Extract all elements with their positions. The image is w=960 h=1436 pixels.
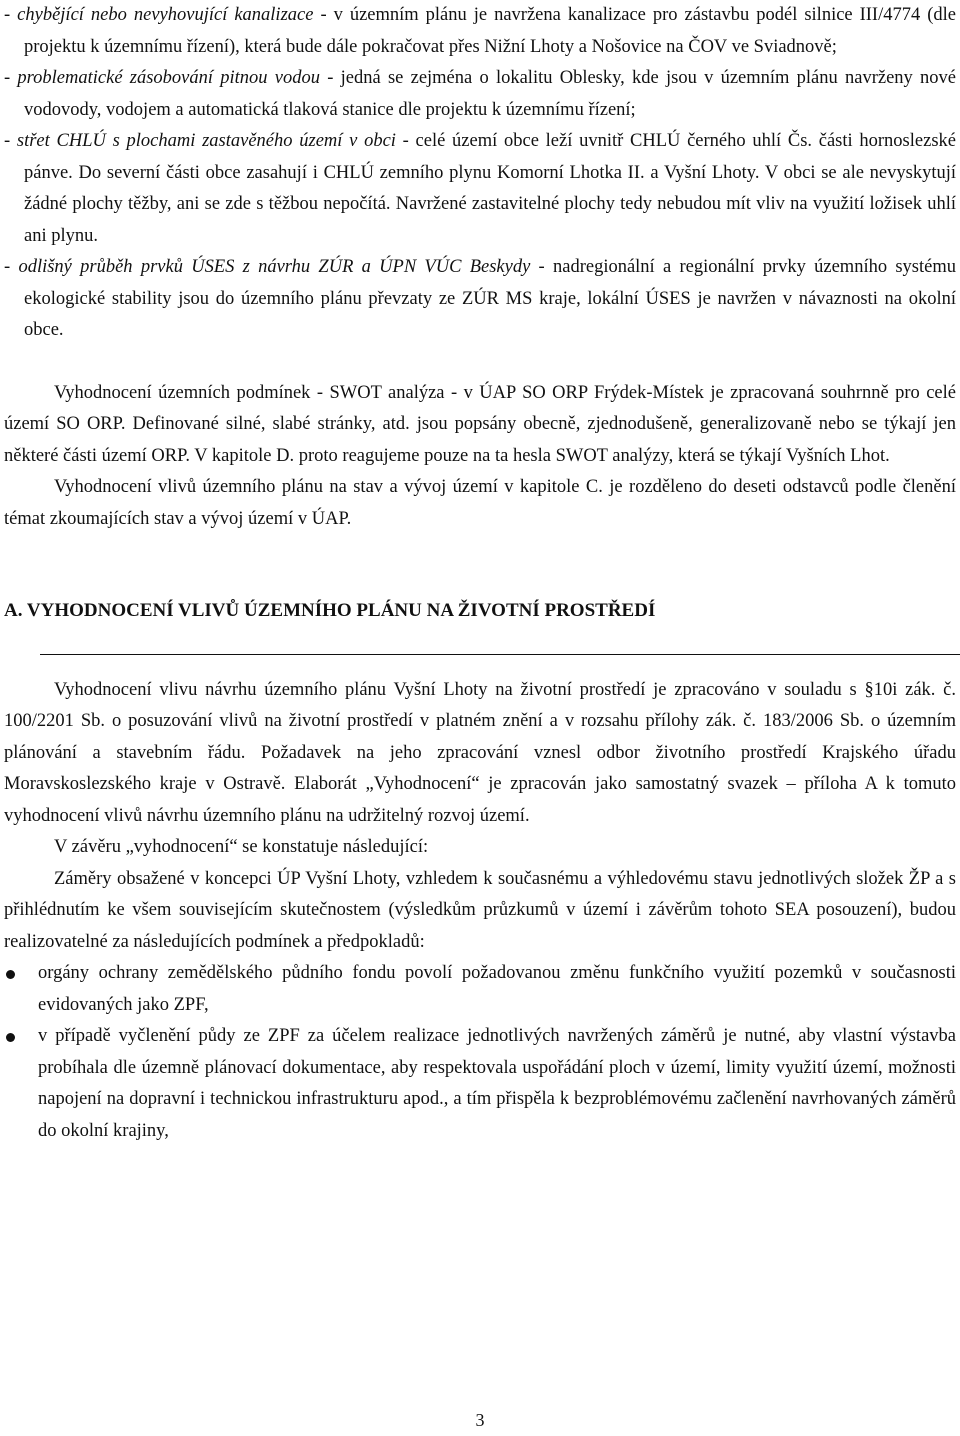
spacer xyxy=(4,347,956,378)
list-item-text: v případě vyčlenění půdy ze ZPF za účelem realizace jednotlivých navržených záměrů je nutné, aby vlastní výstavba probíhala dle územně plánovací dokumentace, aby respektovala uspořádání ploch v území, limity využití území, možnosti napojení na dopravní i technickou infrastrukturu apod., a tím přispěla k bezproblémovému začlenění navrhovaných záměrů do okolní krajiny, xyxy=(38,1026,956,1141)
item-dash: - xyxy=(4,68,18,88)
page-number: 3 xyxy=(475,1410,485,1430)
problem-label: problematické zásobování pitnou vodou xyxy=(17,68,321,88)
item-dash: - xyxy=(4,5,18,25)
problem-text: - v územním plánu je navržena kanalizace pro zástavbu podél silnice III/4774 (dle projektu k územnímu řízení), která bude dále pokračovat přes Nižní Lhoty a Nošovice na ČOV ve Sviadnově; xyxy=(24,5,956,57)
item-dash: - xyxy=(4,257,19,277)
problem-item xyxy=(4,126,956,252)
swot-paragraph: Vyhodnocení vlivů územního plánu na stav a vývoj území v kapitole C. je rozděleno do deseti odstavců podle členění témat zkoumajících stav a vývoj území v ÚAP. xyxy=(4,477,956,529)
problem-label: chybějící nebo nevyhovující kanalizace xyxy=(17,5,314,25)
problem-item xyxy=(4,63,956,126)
conditions-list xyxy=(4,958,956,1147)
problems-list xyxy=(4,0,956,347)
problem-text: - nadregionální a regionální prvky územního systému ekologické stability jsou do územního plánu převzaty ze ZÚR MS kraje, lokální ÚSES je navržen v návaznosti na okolní obce. xyxy=(24,257,956,340)
list-item-text: orgány ochrany zemědělského půdního fondu povolí požadovanou změnu funkčního využití pozemků v současnosti evidovaných jako ZPF, xyxy=(38,963,956,1015)
problem-text: - celé území obce leží uvnitř CHLÚ černého uhlí Čs. části hornoslezské pánve. Do severní části obce zasahují i CHLÚ zemního plynu Komorní Lhotka II. a Vyšní Lhoty. V obci se ale nevyskytují žádné plochy těžby, ani se zde s těžbou nepočítá. Navržené zastavitelné plochy tedy nebudou mít vliv na využití ložisek uhlí ani plynu. xyxy=(24,131,956,246)
spacer xyxy=(4,655,956,675)
section-paragraph: V závěru „vyhodnocení“ se konstatuje následující: xyxy=(54,837,429,857)
section-paragraph: Vyhodnocení vlivu návrhu územního plánu Vyšní Lhoty na životní prostředí je zpracováno v souladu s §10i zák. č. 100/2201 Sb. o posuzování vlivů na životní prostředí v platném znění a v rozsahu přílohy zák. č. 183/2006 Sb. o územním plánování a stavebním řádu. Požadavek na jeho zpracování vznesl odbor životního prostředí Krajského úřadu Moravskoslezského kraje v Ostravě. Elaborát „Vyhodnocení“ je zpracován jako samostatný svazek – příloha A k tomuto vyhodnocení vlivů návrhu územního plánu na udržitelný rozvoj území. xyxy=(4,679,956,826)
list-item xyxy=(4,1021,956,1147)
section-heading: A. VYHODNOCENÍ VLIVŮ ÚZEMNÍHO PLÁNU NA ŽIVOTNÍ PROSTŘEDÍ xyxy=(4,600,656,621)
problem-label: střet CHLÚ s plochami zastavěného území v obci xyxy=(16,131,396,151)
problem-text: - jedná se zejména o lokalitu Oblesky, kde jsou v územním plánu navrženy nové vodovody, vodojem a automatická tlaková stanice dle projektu k územnímu řízení; xyxy=(24,68,956,120)
list-item xyxy=(4,958,956,1021)
bullet-icon xyxy=(6,1033,15,1042)
section-paragraph: Záměry obsažené v koncepci ÚP Vyšní Lhoty, vzhledem k současnému a výhledovému stavu jednotlivých složek ŽP a s přihlédnutím ke všem souvisejícím skutečnostem (výsledkům průzkumů v území i závěrům tohoto SEA posouzení), budou realizovatelné za následujících podmínek a předpokladů: xyxy=(4,868,956,952)
problem-item xyxy=(4,252,956,347)
swot-paragraph: Vyhodnocení územních podmínek - SWOT analýza - v ÚAP SO ORP Frýdek-Místek je zpracovaná souhrnně pro celé území SO ORP. Definované silné, slabé stránky, atd. jsou popsány obecně, zjednodušeně, generalizovaně nebo se týkají jen některé části území ORP. V kapitole D. proto reagujeme pouze na ta hesla SWOT analýzy, která se týkají Vyšních Lhot. xyxy=(4,382,956,466)
problem-item xyxy=(4,0,956,63)
spacer xyxy=(4,535,956,595)
problem-label: odlišný průběh prvků ÚSES z návrhu ZÚR a ÚPN VÚC Beskydy xyxy=(18,257,531,277)
bullet-icon xyxy=(6,970,15,979)
item-dash: - xyxy=(4,131,17,151)
